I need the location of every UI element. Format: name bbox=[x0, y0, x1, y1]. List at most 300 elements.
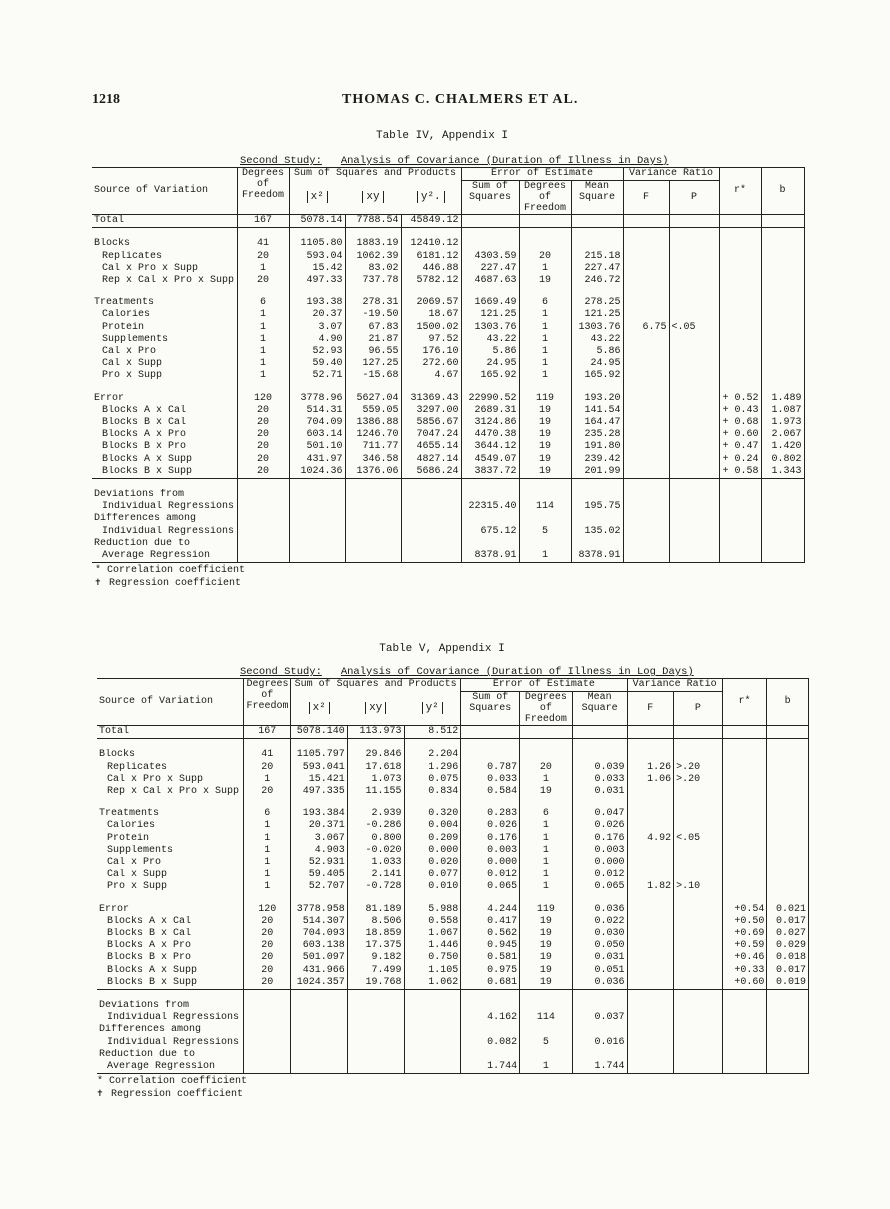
table-cell: 5.86 bbox=[461, 346, 519, 358]
table-cell: 114 bbox=[520, 1012, 573, 1024]
table-cell bbox=[244, 1061, 291, 1074]
table-cell: 3.067 bbox=[291, 833, 348, 845]
table-cell bbox=[347, 990, 404, 1001]
table-cell bbox=[761, 215, 804, 228]
table-cell: 0.017 bbox=[767, 965, 809, 977]
row-label: Total bbox=[94, 215, 125, 227]
table-cell: 1.26 bbox=[627, 762, 674, 774]
table-row bbox=[92, 334, 804, 346]
table5-subtitle bbox=[240, 666, 694, 678]
table-cell bbox=[767, 857, 809, 869]
table-row bbox=[92, 287, 804, 297]
table-cell: 235.28 bbox=[571, 429, 623, 441]
table-cell: 1024.36 bbox=[289, 466, 345, 479]
table-cell bbox=[623, 287, 669, 297]
table4-head-y2: y². bbox=[417, 191, 445, 203]
table-cell: 3837.72 bbox=[461, 466, 519, 479]
table-cell bbox=[623, 383, 669, 393]
table-cell bbox=[669, 489, 719, 501]
table-cell: 12410.12 bbox=[401, 238, 461, 250]
table-cell bbox=[401, 550, 461, 563]
table-cell bbox=[520, 798, 573, 808]
table-cell bbox=[722, 774, 767, 786]
table-row bbox=[97, 845, 809, 857]
table-cell: 1 bbox=[520, 881, 573, 893]
row-label: Blocks bbox=[94, 238, 131, 250]
table-cell: 1 bbox=[520, 857, 573, 869]
table-cell bbox=[767, 786, 809, 798]
table-cell: 20 bbox=[244, 762, 291, 774]
table-cell bbox=[401, 501, 461, 513]
table-cell: 19 bbox=[520, 916, 573, 928]
table-cell bbox=[572, 894, 627, 904]
table-cell: 6 bbox=[237, 297, 289, 309]
table-row bbox=[97, 928, 809, 940]
table-cell bbox=[761, 383, 804, 393]
table-row bbox=[97, 940, 809, 952]
table-cell bbox=[722, 869, 767, 881]
table-cell: 5078.14 bbox=[289, 215, 345, 228]
table-cell bbox=[761, 251, 804, 263]
table-cell: 164.47 bbox=[571, 417, 623, 429]
table-cell bbox=[572, 749, 627, 761]
table-cell: 1246.70 bbox=[345, 429, 401, 441]
table-cell bbox=[289, 287, 345, 297]
row-label: Blocks A x Supp bbox=[107, 964, 198, 976]
page-number: 1218 bbox=[92, 92, 120, 107]
table-cell bbox=[719, 370, 761, 382]
table-cell bbox=[719, 538, 761, 550]
table-row bbox=[92, 215, 804, 228]
table-cell bbox=[669, 393, 719, 405]
table5-head-err-ms: Mean Square bbox=[572, 692, 627, 726]
table-cell: 497.33 bbox=[289, 275, 345, 287]
table-cell bbox=[761, 550, 804, 563]
table-cell: 0.945 bbox=[461, 940, 520, 952]
table-cell: 19 bbox=[519, 454, 571, 466]
table-cell bbox=[244, 1012, 291, 1024]
row-label bbox=[92, 287, 237, 297]
row-label: Treatments bbox=[94, 297, 155, 309]
row-label: Differences among bbox=[94, 513, 197, 525]
footnote-correlation: * Correlation coefficient bbox=[95, 565, 246, 576]
row-label: Individual Regressions bbox=[107, 1012, 240, 1024]
table-cell: 0.021 bbox=[767, 904, 809, 916]
table-cell bbox=[674, 977, 723, 990]
table-cell: 19 bbox=[520, 940, 573, 952]
table-row bbox=[92, 526, 804, 538]
table-cell bbox=[404, 1049, 461, 1061]
table-cell: 20 bbox=[244, 786, 291, 798]
table-cell bbox=[722, 894, 767, 904]
table-cell bbox=[345, 538, 401, 550]
table-cell: 3778.96 bbox=[289, 393, 345, 405]
table-cell bbox=[627, 820, 674, 832]
table4-subtitle-text: Analysis of Covariance (Duration of Illness in Days) bbox=[340, 155, 669, 167]
table-cell bbox=[722, 762, 767, 774]
table-cell: 20 bbox=[237, 405, 289, 417]
table-cell: 5627.04 bbox=[345, 393, 401, 405]
row-label: Blocks A x Pro bbox=[107, 940, 192, 952]
table-cell bbox=[623, 393, 669, 405]
table-cell bbox=[623, 309, 669, 321]
table-cell: >.10 bbox=[674, 881, 723, 893]
table-cell: 1 bbox=[519, 370, 571, 382]
table-cell: 514.307 bbox=[291, 916, 348, 928]
table-cell: 246.72 bbox=[571, 275, 623, 287]
table-cell bbox=[761, 538, 804, 550]
row-label: Reduction due to bbox=[94, 537, 191, 549]
table-cell bbox=[291, 798, 348, 808]
table-cell bbox=[291, 1061, 348, 1074]
table-cell: 1 bbox=[520, 869, 573, 881]
table-cell: 6.75 bbox=[623, 322, 669, 334]
table-cell bbox=[627, 1037, 674, 1049]
table-cell: 0.000 bbox=[461, 857, 520, 869]
table-cell: 603.138 bbox=[291, 940, 348, 952]
table-cell bbox=[761, 526, 804, 538]
table-cell: 0.018 bbox=[767, 952, 809, 964]
table-cell: 1.744 bbox=[572, 1061, 627, 1074]
table-cell bbox=[767, 1000, 809, 1012]
table4-head-p: P bbox=[669, 181, 719, 215]
row-label: Supplements bbox=[102, 333, 169, 345]
table-cell: 0.750 bbox=[404, 952, 461, 964]
table-cell: 19 bbox=[519, 429, 571, 441]
table-cell bbox=[627, 894, 674, 904]
table-cell: 0.176 bbox=[461, 833, 520, 845]
table-row bbox=[92, 275, 804, 287]
table-cell bbox=[767, 990, 809, 1001]
table-cell: +0.54 bbox=[722, 904, 767, 916]
table-cell: 20 bbox=[520, 762, 573, 774]
table-cell: 1.087 bbox=[761, 405, 804, 417]
table-cell: 4470.38 bbox=[461, 429, 519, 441]
table4-head-xy: xy bbox=[362, 191, 383, 203]
row-label: Individual Regressions bbox=[102, 525, 235, 537]
table-cell: 7.499 bbox=[347, 965, 404, 977]
table-cell: 19 bbox=[520, 928, 573, 940]
table-cell bbox=[289, 550, 345, 563]
row-label: Protein bbox=[107, 832, 150, 844]
table-cell bbox=[571, 238, 623, 250]
table-cell bbox=[722, 845, 767, 857]
table-cell: 193.38 bbox=[289, 297, 345, 309]
table-cell bbox=[347, 1037, 404, 1049]
table-cell bbox=[719, 309, 761, 321]
table-cell bbox=[347, 1061, 404, 1074]
table-cell: 1883.19 bbox=[345, 238, 401, 250]
table-cell bbox=[669, 550, 719, 563]
table-cell bbox=[291, 1000, 348, 1012]
table-cell bbox=[519, 479, 571, 490]
table-row bbox=[92, 346, 804, 358]
table-cell: 24.95 bbox=[571, 358, 623, 370]
table-cell: 4687.63 bbox=[461, 275, 519, 287]
table-cell: 0.562 bbox=[461, 928, 520, 940]
table-cell: 19 bbox=[520, 952, 573, 964]
table-cell bbox=[669, 238, 719, 250]
table5-head-b: b bbox=[767, 679, 809, 726]
table-cell: +0.46 bbox=[722, 952, 767, 964]
table-cell: 1 bbox=[237, 309, 289, 321]
table-cell: 9.182 bbox=[347, 952, 404, 964]
table-cell bbox=[461, 238, 519, 250]
table-cell bbox=[519, 238, 571, 250]
table-cell bbox=[404, 1037, 461, 1049]
row-label: Cal x Pro x Supp bbox=[102, 262, 199, 274]
table-cell bbox=[623, 513, 669, 525]
table-cell: 18.67 bbox=[401, 309, 461, 321]
table-cell: 1 bbox=[520, 1061, 573, 1074]
table-cell bbox=[520, 990, 573, 1001]
row-label: Average Regression bbox=[102, 550, 211, 562]
table-row bbox=[92, 405, 804, 417]
table4-subtitle-prefix: Second Study: bbox=[240, 155, 322, 167]
table-cell: 0.016 bbox=[572, 1037, 627, 1049]
table-cell: 0.026 bbox=[461, 820, 520, 832]
table-cell: 5782.12 bbox=[401, 275, 461, 287]
table-cell: +0.33 bbox=[722, 965, 767, 977]
table-cell bbox=[767, 762, 809, 774]
table-cell bbox=[401, 489, 461, 501]
table-cell bbox=[719, 526, 761, 538]
table-cell bbox=[347, 1012, 404, 1024]
table-cell: 0.003 bbox=[572, 845, 627, 857]
table-cell: 0.065 bbox=[461, 881, 520, 893]
table-row bbox=[97, 916, 809, 928]
table-cell bbox=[623, 358, 669, 370]
table-cell: 191.80 bbox=[571, 441, 623, 453]
table-cell bbox=[674, 845, 723, 857]
table-cell: + 0.60 bbox=[719, 429, 761, 441]
table-cell bbox=[722, 798, 767, 808]
table5-head-xy: xy bbox=[365, 702, 386, 714]
table-cell bbox=[767, 749, 809, 761]
table-cell bbox=[669, 454, 719, 466]
table-cell bbox=[722, 881, 767, 893]
table-cell: 1105.80 bbox=[289, 238, 345, 250]
table-cell bbox=[627, 916, 674, 928]
row-label: Replicates bbox=[102, 250, 163, 262]
table-cell: 0.681 bbox=[461, 977, 520, 990]
table-cell: 2.067 bbox=[761, 429, 804, 441]
table-divider bbox=[97, 990, 809, 1001]
row-label: Reduction due to bbox=[99, 1048, 196, 1060]
row-label: Cal x Supp bbox=[102, 358, 163, 370]
table-cell bbox=[404, 798, 461, 808]
table-cell bbox=[461, 726, 520, 739]
table-cell bbox=[674, 1012, 723, 1024]
table-cell bbox=[623, 466, 669, 479]
table-cell: +0.59 bbox=[722, 940, 767, 952]
table-cell bbox=[623, 417, 669, 429]
table-cell: 0.000 bbox=[572, 857, 627, 869]
table-cell bbox=[291, 1049, 348, 1061]
table-row bbox=[92, 383, 804, 393]
table-row bbox=[97, 739, 809, 750]
row-label: Replicates bbox=[107, 761, 168, 773]
table4-head-err-ms: Mean Square bbox=[571, 181, 623, 215]
table4-head-x2: x² bbox=[307, 191, 328, 203]
table-cell: -0.286 bbox=[347, 820, 404, 832]
table5-head-y2: y² bbox=[422, 702, 443, 714]
table-cell: 1 bbox=[244, 845, 291, 857]
row-label: Blocks B x Pro bbox=[107, 952, 192, 964]
table-cell: 1.973 bbox=[761, 417, 804, 429]
row-label bbox=[97, 739, 244, 750]
table-cell bbox=[767, 894, 809, 904]
table-cell: 81.189 bbox=[347, 904, 404, 916]
table-cell: 1.343 bbox=[761, 466, 804, 479]
table-cell bbox=[571, 489, 623, 501]
table5-head-f: F bbox=[627, 692, 674, 726]
table-cell bbox=[722, 857, 767, 869]
row-label: Individual Regressions bbox=[107, 1036, 240, 1048]
table-cell: 45849.12 bbox=[401, 215, 461, 228]
table-cell: 8378.91 bbox=[571, 550, 623, 563]
table-cell bbox=[461, 1000, 520, 1012]
table-cell: 3644.12 bbox=[461, 441, 519, 453]
table-cell bbox=[237, 383, 289, 393]
table-cell bbox=[669, 405, 719, 417]
table-cell bbox=[627, 1012, 674, 1024]
footnote-regression bbox=[95, 577, 245, 590]
table-cell: 711.77 bbox=[345, 441, 401, 453]
table-cell bbox=[623, 454, 669, 466]
row-label: Cal x Pro x Supp bbox=[107, 773, 204, 785]
dagger-icon: ✝ bbox=[95, 578, 102, 589]
table-cell bbox=[461, 489, 519, 501]
table5-head-err-df: Degrees of Freedom bbox=[520, 692, 573, 726]
table-cell: 22315.40 bbox=[461, 501, 519, 513]
table-cell bbox=[627, 928, 674, 940]
table-row bbox=[92, 454, 804, 466]
table-cell: 0.802 bbox=[761, 454, 804, 466]
row-label: Differences among bbox=[99, 1024, 202, 1036]
table-cell bbox=[623, 215, 669, 228]
table-cell: 193.20 bbox=[571, 393, 623, 405]
table-cell bbox=[345, 501, 401, 513]
table-cell bbox=[674, 1037, 723, 1049]
table-cell: 1.033 bbox=[347, 857, 404, 869]
table-cell: 121.25 bbox=[461, 309, 519, 321]
table-cell: 215.18 bbox=[571, 251, 623, 263]
table-cell: 0.033 bbox=[572, 774, 627, 786]
table-cell: 20 bbox=[519, 251, 571, 263]
table-cell bbox=[97, 990, 244, 1001]
table-row bbox=[92, 228, 804, 239]
table-cell: 4.92 bbox=[627, 833, 674, 845]
row-label: Calories bbox=[107, 820, 156, 832]
table-row bbox=[97, 808, 809, 820]
table-row bbox=[97, 904, 809, 916]
table-cell bbox=[722, 833, 767, 845]
table-cell bbox=[291, 739, 348, 750]
table-row bbox=[97, 820, 809, 832]
table-cell bbox=[627, 940, 674, 952]
table-cell: 4.67 bbox=[401, 370, 461, 382]
table-cell: 193.384 bbox=[291, 808, 348, 820]
table-cell bbox=[627, 749, 674, 761]
table-cell bbox=[767, 820, 809, 832]
table-cell bbox=[244, 894, 291, 904]
table-cell: 20 bbox=[244, 940, 291, 952]
table-cell bbox=[345, 489, 401, 501]
table-cell: 59.405 bbox=[291, 869, 348, 881]
table-row bbox=[97, 786, 809, 798]
table-cell: 0.075 bbox=[404, 774, 461, 786]
table-cell bbox=[347, 739, 404, 750]
row-label: Error bbox=[94, 392, 125, 404]
table-cell: 675.12 bbox=[461, 526, 519, 538]
table-cell bbox=[244, 990, 291, 1001]
table-cell: 0.283 bbox=[461, 808, 520, 820]
table-cell: 1 bbox=[519, 263, 571, 275]
table-cell: -15.68 bbox=[345, 370, 401, 382]
table-cell bbox=[237, 526, 289, 538]
table-cell: 17.375 bbox=[347, 940, 404, 952]
row-label: Cal x Pro bbox=[102, 346, 157, 358]
table-cell: 1.744 bbox=[461, 1061, 520, 1074]
table-cell: 1 bbox=[237, 322, 289, 334]
table-cell: 24.95 bbox=[461, 358, 519, 370]
table-cell bbox=[572, 739, 627, 750]
table-cell: 15.42 bbox=[289, 263, 345, 275]
table-cell bbox=[761, 228, 804, 239]
table4-head-source: Source of Variation bbox=[92, 168, 237, 215]
table-cell bbox=[674, 1024, 723, 1036]
table-cell bbox=[674, 798, 723, 808]
table-cell bbox=[461, 287, 519, 297]
table5-head-vr: Variance Ratio bbox=[627, 679, 722, 692]
table-cell: 0.834 bbox=[404, 786, 461, 798]
table-cell: 0.031 bbox=[572, 786, 627, 798]
table-cell bbox=[404, 990, 461, 1001]
table-cell bbox=[627, 965, 674, 977]
table-cell bbox=[520, 894, 573, 904]
table-cell bbox=[289, 479, 345, 490]
row-label: Blocks B x Supp bbox=[107, 976, 198, 988]
row-label: Blocks bbox=[99, 749, 136, 761]
table-cell: 0.036 bbox=[572, 977, 627, 990]
table-cell: 1 bbox=[519, 550, 571, 563]
table-cell bbox=[767, 774, 809, 786]
table-cell: 704.093 bbox=[291, 928, 348, 940]
table-cell bbox=[669, 275, 719, 287]
table-cell bbox=[461, 538, 519, 550]
table-cell bbox=[289, 538, 345, 550]
table-cell bbox=[761, 346, 804, 358]
table-cell: 0.004 bbox=[404, 820, 461, 832]
table-cell bbox=[674, 869, 723, 881]
table-cell bbox=[461, 215, 519, 228]
table-cell bbox=[623, 441, 669, 453]
table4-head-err-ss: Sum of Squares bbox=[461, 181, 519, 215]
table-cell bbox=[623, 346, 669, 358]
table-cell bbox=[237, 550, 289, 563]
table5-caption: Table V, Appendix I bbox=[379, 643, 505, 655]
row-label bbox=[92, 228, 237, 239]
table-cell bbox=[244, 798, 291, 808]
table-cell bbox=[347, 1049, 404, 1061]
table-cell bbox=[571, 287, 623, 297]
row-label: Blocks B x Cal bbox=[102, 417, 187, 429]
table-cell bbox=[519, 489, 571, 501]
table-cell bbox=[722, 726, 767, 739]
table-row bbox=[92, 513, 804, 525]
table-cell: 19 bbox=[519, 275, 571, 287]
